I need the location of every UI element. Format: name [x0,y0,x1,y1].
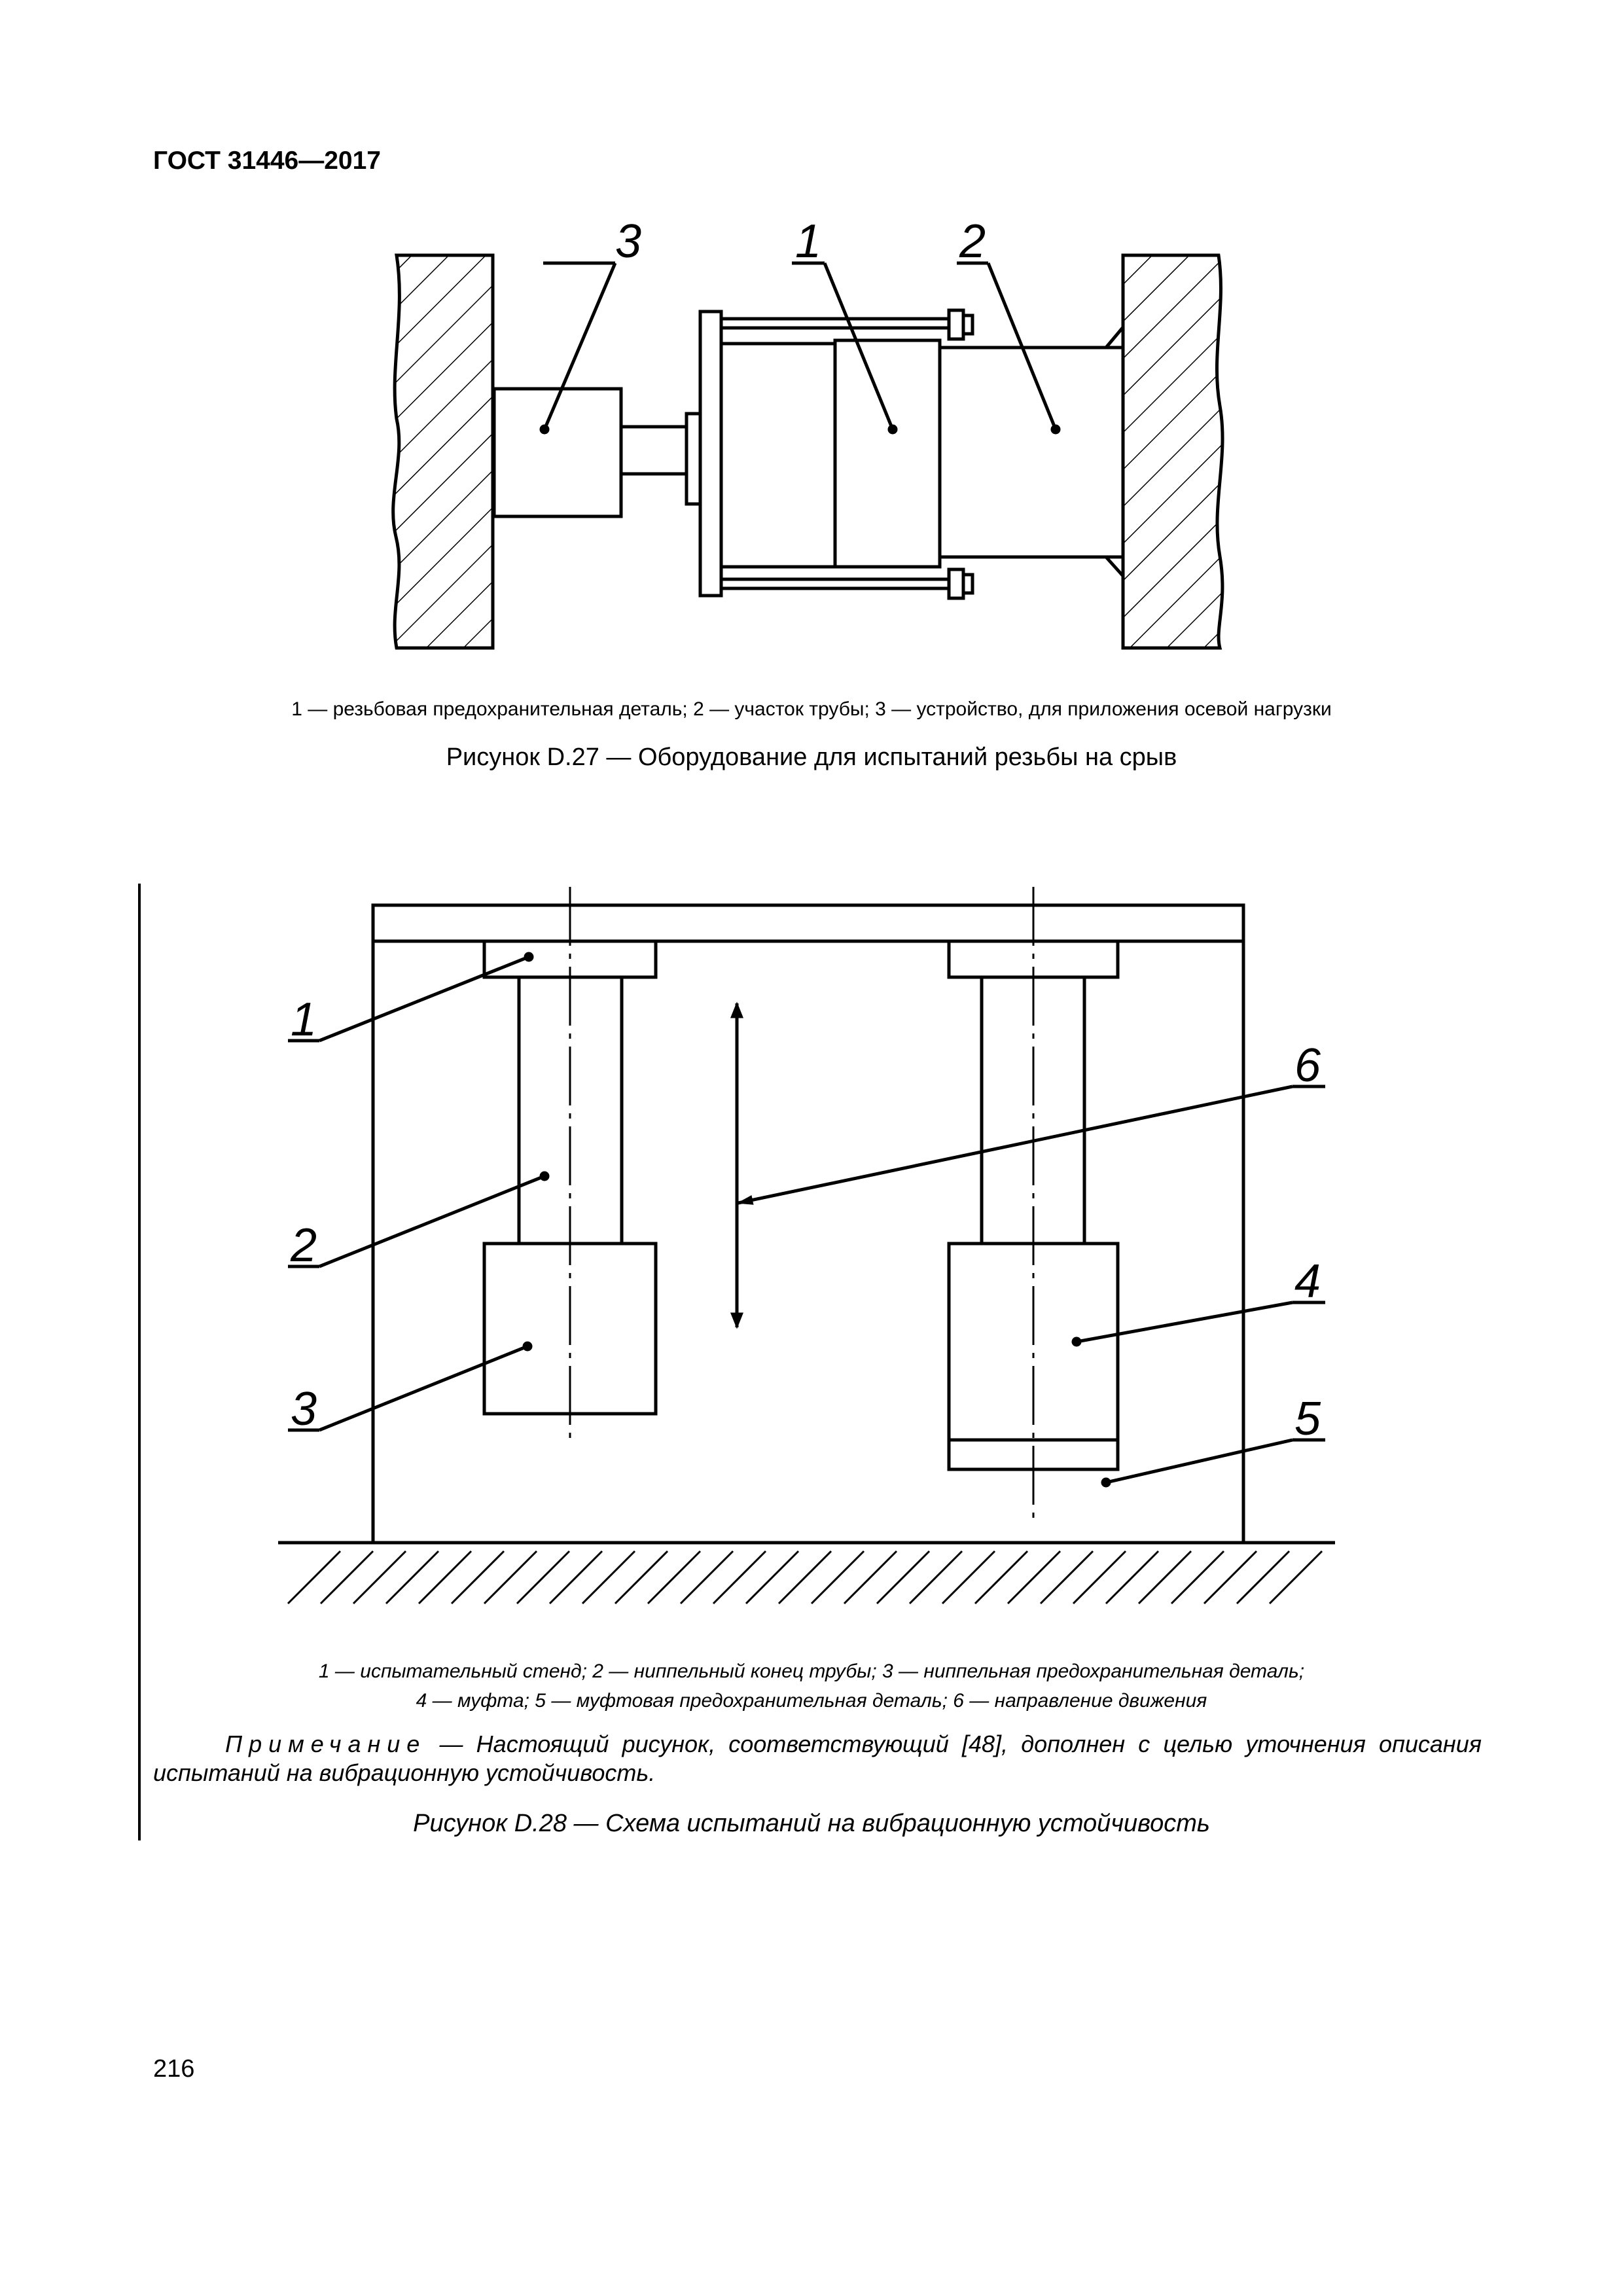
stand-top-beam [373,905,1243,941]
shaft [621,427,687,474]
nut-top [949,310,963,339]
flange-plate-left [687,414,700,504]
callout-3: 3 [615,223,642,268]
flange-plate [700,312,721,596]
callout-2: 2 [291,1219,317,1272]
callout-4: 4 [1294,1255,1321,1308]
tie-rod-top [721,319,949,328]
note-text: — Настоящий рисунок, соответствующий [48], дополнен с целью уточнения описания испытаний на вибрационную устойчивость. [153,1731,1482,1786]
document-header: ГОСТ 31446—2017 [153,147,381,175]
callout-1: 1 [291,994,317,1046]
nut-bottom-2 [963,575,972,593]
figure-d28-legend-line-2: 4 — муфта; 5 — муфтовая предохранительная деталь; 6 — направление движения [416,1690,1207,1712]
callout-2: 2 [959,223,986,268]
callout-6: 6 [1294,1039,1321,1092]
pipe-section [940,348,1123,557]
nut-bottom [949,569,963,598]
left-wall [393,255,493,648]
nut-top-2 [963,315,972,334]
callout-5: 5 [1294,1393,1321,1445]
load-device [494,389,621,516]
figure-d27-title: Рисунок D.27 — Оборудование для испытаний резьбы на срыв [446,744,1177,771]
figure-d28-note [153,1730,1482,1787]
figure-d27-diagram [0,223,1623,681]
note-label: Примечание [225,1731,427,1757]
figure-d27-legend: 1 — резьбовая предохранительная деталь; 2 — участок трубы; 3 — устройство, для приложения осевой нагрузки [291,698,1332,720]
tie-rod-bottom [721,579,949,588]
page-number: 216 [153,2055,195,2083]
callout-3: 3 [291,1383,317,1435]
callout-1: 1 [795,223,822,268]
figure-d28-title: Рисунок D.28 — Схема испытаний на вибрационную устойчивость [413,1810,1210,1837]
thread-protector [835,340,940,567]
figure-d28-diagram [0,877,1623,1623]
figure-d28-legend-line-1: 1 — испытательный стенд; 2 — ниппельный конец трубы; 3 — ниппельная предохранительная деталь; [318,1660,1305,1682]
right-wall [1123,255,1222,648]
